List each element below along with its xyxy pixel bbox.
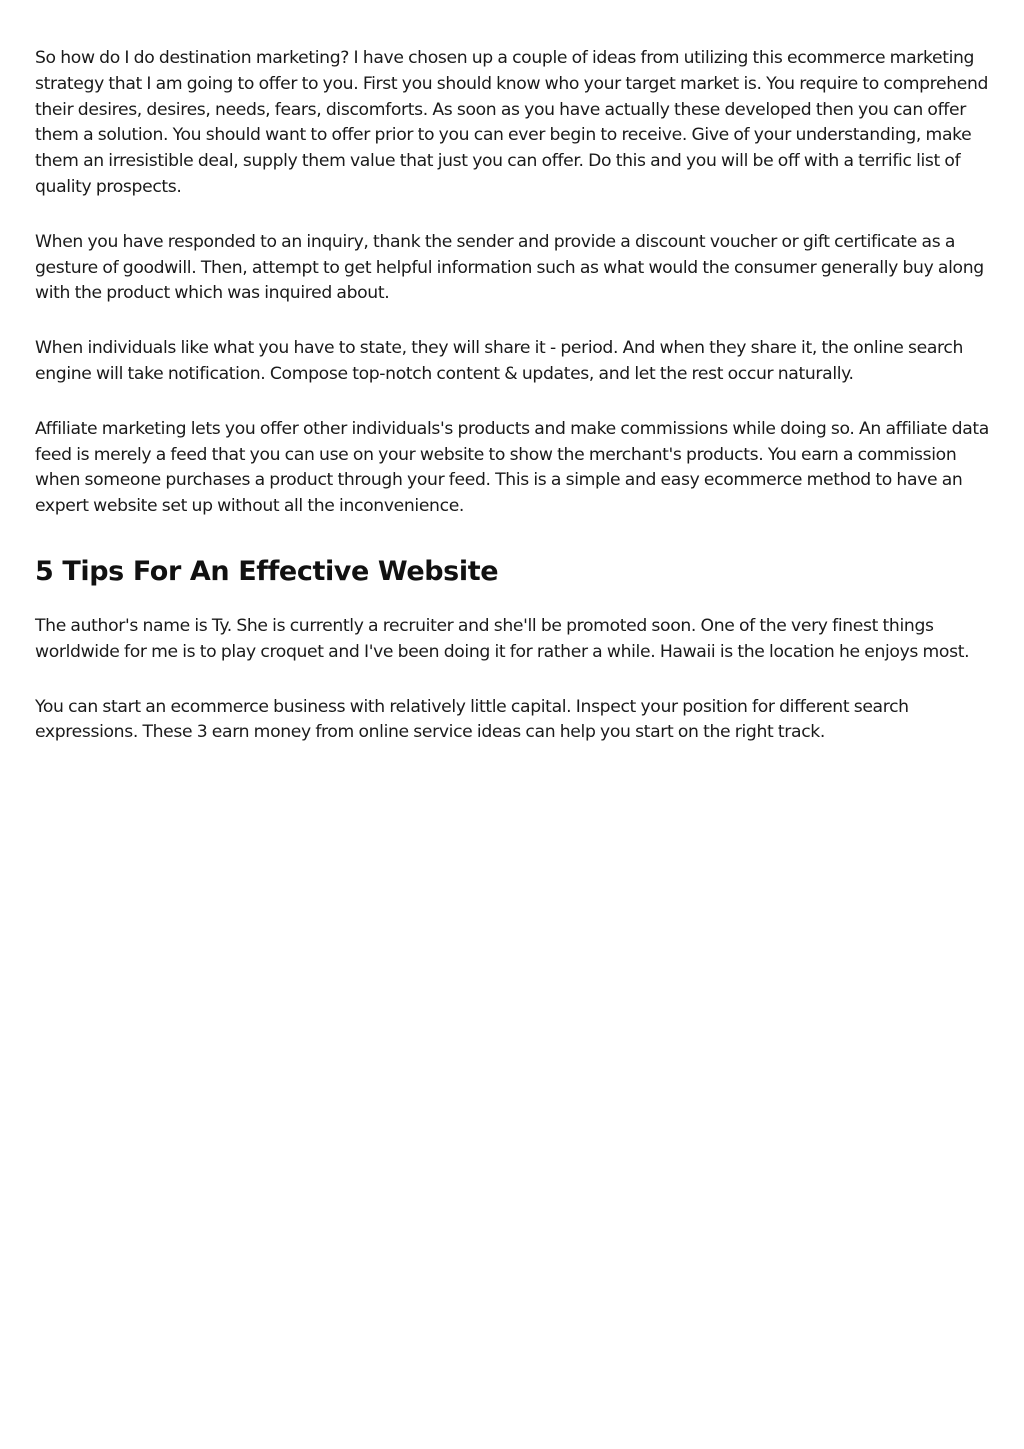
paragraph-affiliate-marketing: Affiliate marketing lets you offer other individuals's products and make commissions while doing so. An affiliate data feed is merely a feed that you can use on your website to show the merchant's products. You earn a commission when someone purchases a product through your feed. This is a simple and easy ecommerce method to have an expert website set up without all the inconvenience. <box>35 418 989 517</box>
paragraph-sharing-content: When individuals like what you have to state, they will share it - period. And when they share it, the online search engine will take notification. Compose top-notch content & updates, and let the rest occur naturally. <box>35 338 963 384</box>
paragraph-destination-marketing: So how do I do destination marketing? I have chosen up a couple of ideas from utilizing this ecommerce marketing strategy that I am going to offer to you. First you should know who your target market is. You require to comprehend their desires, desires, needs, fears, discomforts. As soon as you have actually these developed then you can offer them a solution. You should want to offer prior to you can ever begin to receive. Give of your understanding, make them an irresistible deal, supply them value that just you can offer. Do this and you will be off with a terrific list of quality prospects. <box>35 48 989 197</box>
paragraph-inquiry-response: When you have responded to an inquiry, thank the sender and provide a discount voucher or gift certificate as a gesture of goodwill. Then, attempt to get helpful information such as what would the consumer generally buy along with the product which was inquired about. <box>35 231 984 304</box>
document-page <box>35 46 995 775</box>
paragraph-author-bio: The author's name is Ty. She is currently a recruiter and she'll be promoted soon. One of the very finest things worldwide for me is to play croquet and I've been doing it for rather a while. Hawaii is the location he enjoys most. <box>35 615 970 662</box>
paragraph-ecommerce-business: You can start an ecommerce business with relatively little capital. Inspect your position for different search expressions. These 3 earn money from online service ideas can help you start on the right track. <box>35 696 909 743</box>
section-heading: 5 Tips For An Effective Website <box>35 555 499 587</box>
